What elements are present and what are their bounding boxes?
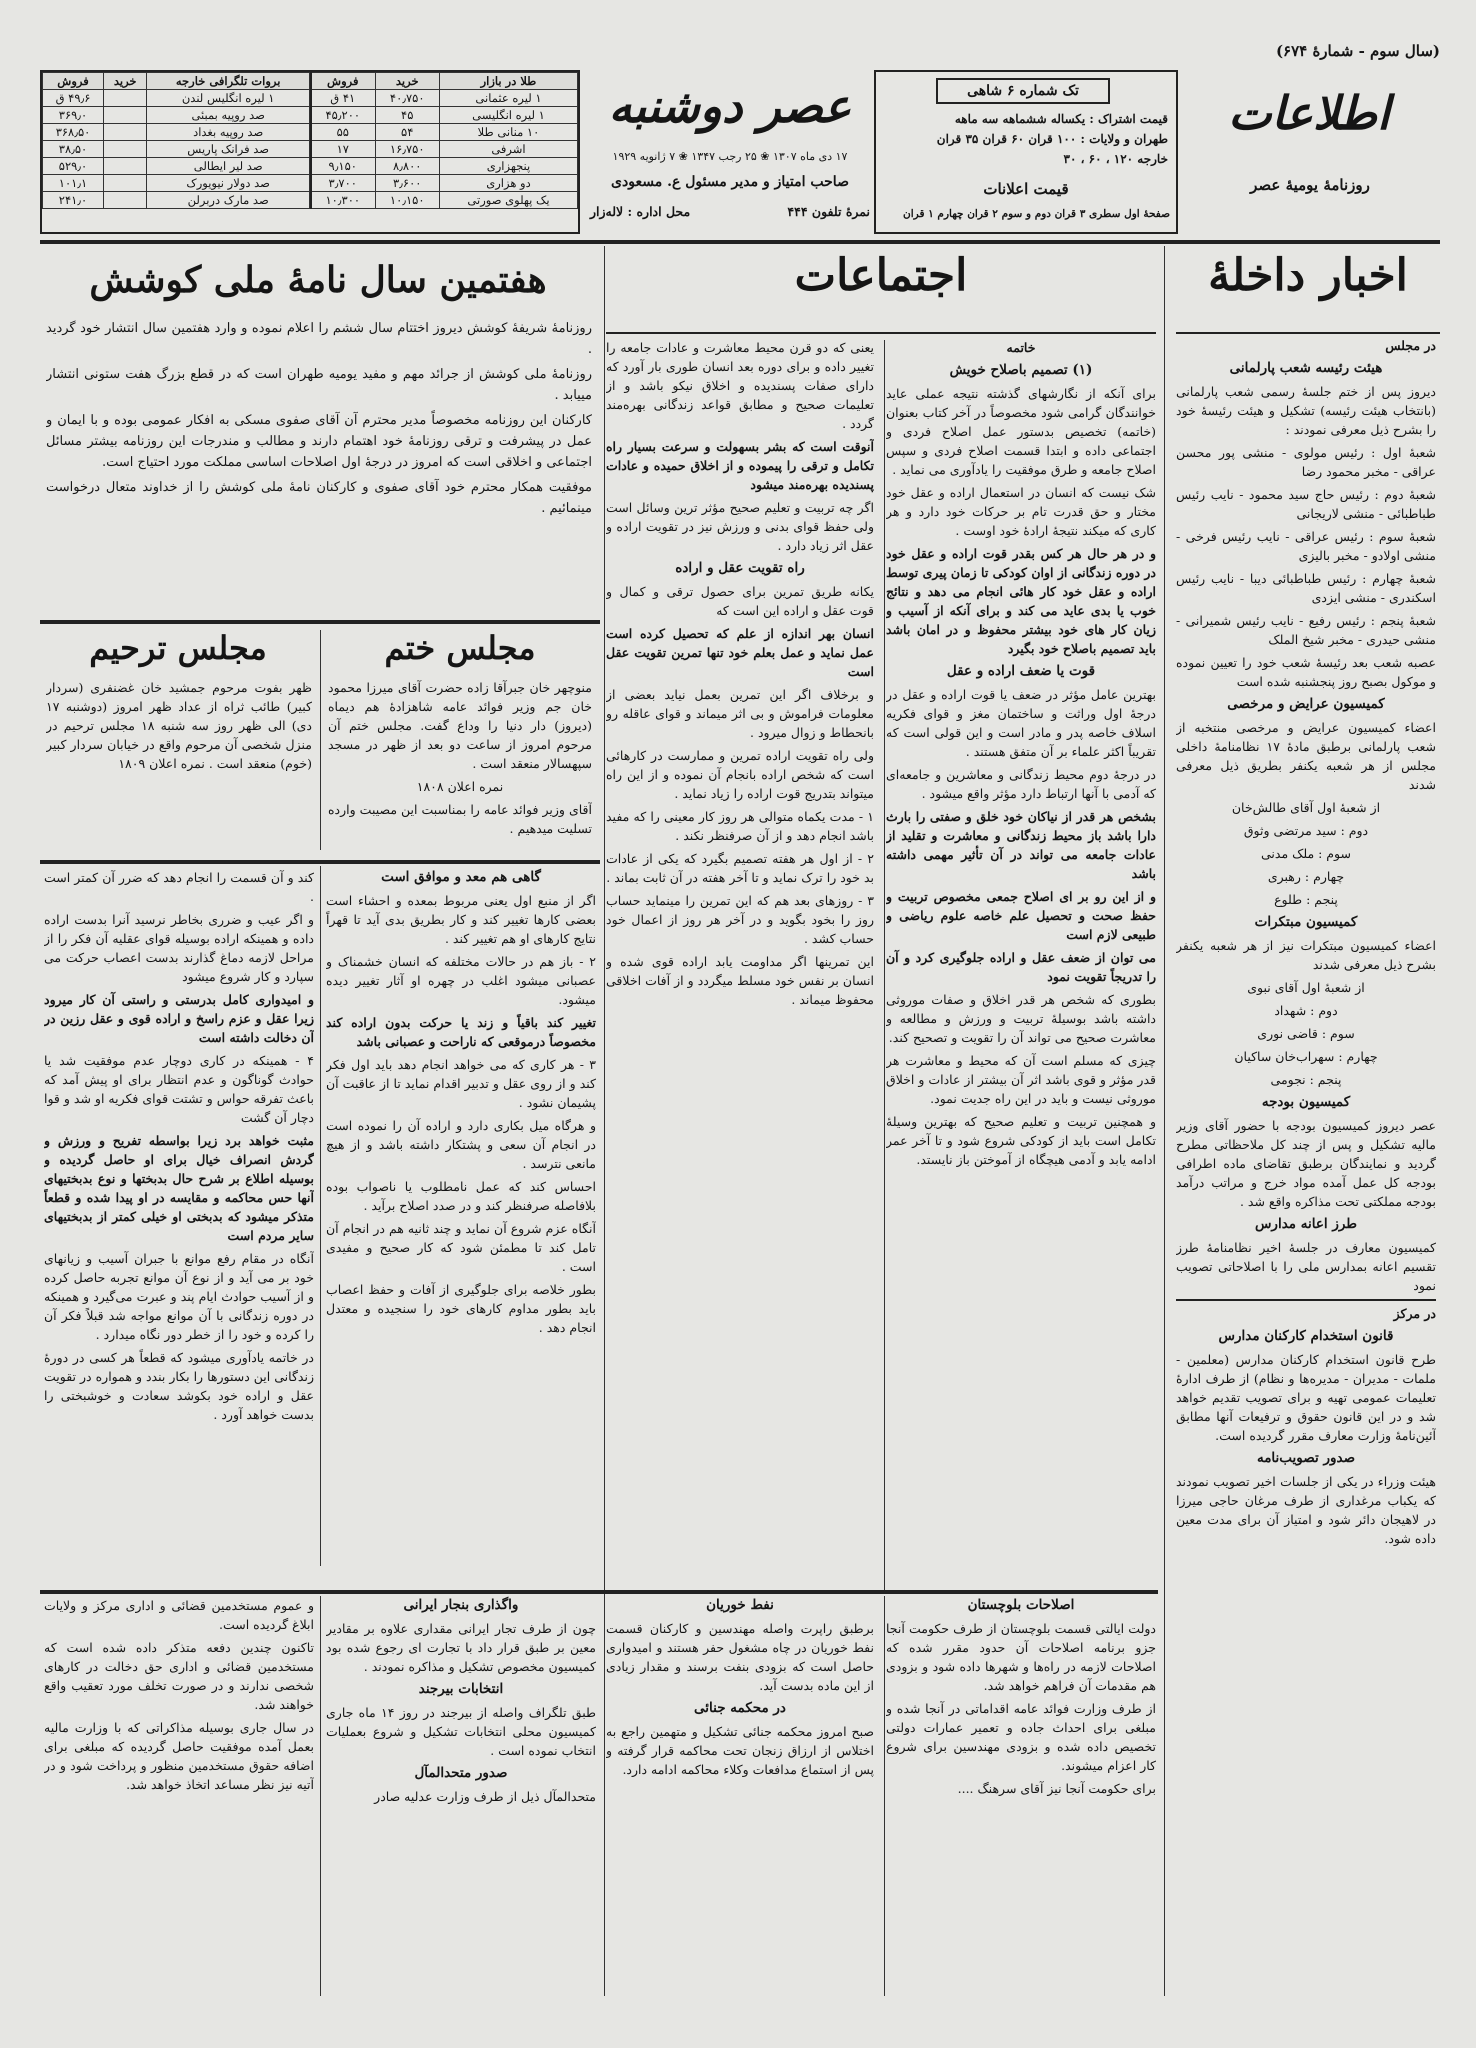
headline-decree: صدور تصویب‌نامه: [1256, 1450, 1356, 1466]
fx-cell: ۲۴۱٫۰: [43, 192, 104, 209]
paragraph: شعبهٔ چهارم : رئیس طباطبائی دیبا - نایب رئیس اسکندری - منشی ایزدی: [1176, 571, 1436, 605]
fx-header: خرید: [104, 73, 147, 90]
section-label: خاتمه: [1006, 340, 1036, 355]
ad-separator: [320, 630, 321, 850]
memorial-ad: [324, 626, 596, 856]
paragraph: برای آنکه از نگارشهای گذشته نتیجه عملی عاید خوانندگان گرامی شود مخصوصاً در آخر کتاب بعنوان (خاتمه) تخصیص بدستور عمل اصلاح فردی و اجتماعی داده و ابتدا قسمت اصلاح فردی و سپس اصلاح جامعه و طرق موفقیت را یادآوری می نماید .: [886, 386, 1156, 477]
bottom-rule-2: [604, 1596, 605, 1996]
paragraph: شعبهٔ اول : رئیس مولوی - منشی پور محسن عراقی - مخبر محمود رضا: [1176, 445, 1436, 479]
headline-initiatives-commission: کمیسیون مبتکرات: [1254, 914, 1358, 930]
member-line: چهارم : رهبری: [1267, 869, 1345, 884]
issue-number: (سال سوم - شمارهٔ ۶۷۴): [1275, 42, 1440, 60]
gold-row: [311, 192, 578, 209]
fx-cell: [104, 141, 147, 158]
memorial-heading: مجلس ختم: [384, 629, 536, 667]
article-column-left: [44, 868, 314, 1568]
gold-cell: ۴۰٫۷۵۰: [375, 90, 439, 107]
paragraph: هیئت وزراء در یکی از جلسات اخیر تصویب نمودند که یکباب مرغداری از طرف مرغان حاجی میرزا در لاهیجان دائر شود و امتیاز آن برای مدت معین داده شود.: [1176, 1474, 1436, 1546]
paragraph: شعبهٔ پنجم : رئیس رفیع - نایب رئیس شمیرانی - منشی حیدری - مخبر شیخ الملک: [1176, 613, 1436, 647]
logo-text: اطلاعات: [1228, 86, 1390, 140]
social-column-right: [886, 338, 1156, 1588]
gold-row: [311, 124, 578, 141]
fx-row: [43, 107, 310, 124]
paragraph: عصر دیروز کمیسیون بودجه با حضور آقای وزیر مالیه تشکیل و پس از چند کل ملاحظاتی مطرح گردید و نمایندگان برطبق تقاضای ماده اطرافی بودجه کل عمل آمده مواد خرج و مراتب درآمد بودجه مملکتی تحت مذاکره واقع شد .: [1176, 1118, 1436, 1209]
gold-cell: دو هزاری: [439, 175, 577, 192]
fx-row: [43, 158, 310, 175]
fx-row: [43, 90, 310, 107]
bold-paragraph: می توان از ضعف عقل و اراده جلوگیری کرد و آن را تدریجاً تقویت نمود: [886, 950, 1156, 984]
fx-cell: [104, 124, 147, 141]
headline-baluchistan: اصلاحات بلوچستان: [967, 1597, 1075, 1613]
paragraph: چیزی که مسلم است آن که محیط و معاشرت هر قدر مؤثر و قوی باشد اثر آن بیشتر از عادات و اخلاق موروثی نیست و باید در این راه جدیت نمود.: [886, 1053, 1156, 1106]
bottom-rule-1: [884, 1596, 885, 1996]
paragraph: و هرگاه میل بکاری دارد و اراده آن را نموده است در انجام آن سعی و پشتکار داشته باشد و از هیچ مانعی نترسد .: [326, 1118, 596, 1171]
fx-cell: ۳۶۸٫۵۰: [43, 124, 104, 141]
fx-cell: صد مارک دربرلن: [147, 192, 310, 209]
paragraph: کند و آن قسمت را انجام دهد که ضرر آن کمتر است .: [44, 870, 314, 904]
fx-cell: [104, 158, 147, 175]
fx-cell: صد دولار نیویورک: [147, 175, 310, 192]
paragraph: کمیسیون معارف در جلسهٔ اخیر نظامنامهٔ طرز تقسیم اعانه بمدارس ملی را با اصلاحاتی تصویب نمود: [1176, 1240, 1436, 1293]
paragraph: طرح قانون استخدام کارکنان مدارس (معلمین - ملمات - مدیران - مدیره‌ها و نظام) از طرف ادارهٔ تعلیمات عمومی تهیه و برای تصویب تقدیم خواهد شد و در این قانون حقوق و ترفیعات آنها مطابق آئین‌نامهٔ وزارت معارف مقرر گردیده است.: [1176, 1352, 1436, 1443]
paragraph: و برخلاف اگر این تمرین بعمل نیاید بعضی از معلومات فراموش و بی اثر میماند و قوای عاقله رو بانحطاط و زوال میرود .: [606, 687, 874, 740]
fx-row: [43, 124, 310, 141]
gold-rates-table: [310, 72, 578, 209]
gold-rates: [310, 72, 578, 209]
masthead-rule: [40, 240, 1440, 244]
bottom-col-2: [606, 1596, 874, 1996]
bold-paragraph: تغییر کند باقیاً و زند یا حرکت بدون اراده کند مخصوصاً درموقعی که ناراحت و عصبانی باشد: [326, 1015, 596, 1049]
fx-row: [43, 141, 310, 158]
office-address: محل اداره : لاله‌زار: [590, 204, 691, 219]
member-line: چهارم : سهراب‌خان ساکیان: [1234, 1049, 1378, 1064]
paragraph: شک نیست که انسان در استعمال اراده و عقل خود مختار و حق قدرت تام بر حرکات خود دارد و هر کاری که میکند نتیجهٔ ارادهٔ خود اوست .: [886, 485, 1156, 538]
paragraph: روزنامهٔ شریفهٔ کوشش دیروز اختتام سال ششم را اعلام نموده و وارد هفتمین سال انتشار خود گردید .: [46, 321, 592, 357]
paragraph: عصبه شعب بعد رئیسهٔ شعب خود را تعیین نموده و موکول بصبح روز پنجشنبه شده است: [1176, 655, 1436, 689]
gold-header: خرید: [375, 73, 439, 90]
exchange-rates: [42, 72, 312, 209]
requiem-ad: [40, 626, 316, 856]
bold-paragraph: و امیدواری کامل بدرستی و راستی آن کار میرود زیرا عقل و عزم راسخ و اراده قوی و عقل رزین در آن دخالت داشته است: [44, 992, 314, 1045]
gold-cell: ۱۷: [311, 141, 376, 158]
bold-paragraph: آنوقت است که بشر بسهولت و سرعت بسیار راه تکامل و ترقی را پیموده و از اخلاق حمیده و عادات پسندیده بهره‌مند میشود: [606, 439, 874, 492]
headline-will-strength: قوت یا ضعف اراده و عقل: [946, 663, 1096, 679]
social-rule: [606, 332, 1156, 334]
kooshesh-heading: هفتمین سال نامهٔ ملی کوشش: [89, 259, 547, 301]
gold-cell: ۸٫۸۰۰: [375, 158, 439, 175]
paragraph: ولی راه تقویت اراده تمرین و ممارست در کارهائی است که شخص اراده بانجام آن نموده و از این راه میتواند بتدریج قوت اراده را زیاد نماید .: [606, 748, 874, 801]
ads-price-text: صفحهٔ اول سطری ۳ قران دوم و سوم ۲ قران چهارم ۱ قران: [903, 208, 1170, 220]
headline-criminal-court: در محکمه جنائی: [694, 1700, 786, 1716]
member-line: دوم : شهداد: [1274, 1003, 1338, 1018]
paragraph: منوچهر خان جبرآقا زاده حضرت آقای میرزا محمود خان جم وزیر فوائد عامه شاهزادهٔ هم دیماه (دیروز) دار دنیا را وداع گفت. مجلس ختم آن مرحوم امروز از ساعت دو بعد از ظهر در مسجد سپهسالار منعقد است .: [328, 680, 592, 771]
gold-cell: یک پهلوی صورتی: [439, 192, 577, 209]
headline-school-aid: طرز اعانه مدارس: [1254, 1216, 1358, 1232]
ads-price-title: قیمت اعلانات: [983, 180, 1069, 198]
fx-cell: صد روپیه بمبئی: [147, 107, 310, 124]
kicker-center: در مرکز: [1176, 1299, 1436, 1323]
paragraph: یعنی که دو قرن محیط معاشرت و عادات جامعه را تغییر داده و برای دوره بعد انسان طوری بار آورد که دارای صفات پسندیده و اخلاق نیکو باشد و از تعلیمات صحیح و مطابق قواعد زندگانی بهره‌مند گردد .: [606, 340, 874, 431]
bold-paragraph: انسان بهر اندازه از علم که تحصیل کرده است عمل نماید و عمل بعلم خود تنها تمرین تقویت عقل است: [606, 626, 874, 679]
gold-cell: ۳٫۶۰۰: [375, 175, 439, 192]
fx-cell: ۳۶۹٫۰: [43, 107, 104, 124]
member-line: پنجم : طلوع: [1274, 892, 1338, 907]
kooshesh-rule: [40, 620, 600, 624]
bold-paragraph: مثبت خواهد برد زیرا بواسطه تفریح و ورزش و گردش انصراف خیال برای او حاصل گردیده و بوسیله اطلاع بر شرح حال بدبختها و نوع بدبختیهای آنها حس محاکمه و مقایسه در او پیدا شده و قطعاً متذکر میشود که بدبختی او خیلی کمتر از بدبختیهای سایر مردم است: [44, 1133, 314, 1243]
paragraph: در سال جاری بوسیله مذاکراتی که با وزارت مالیه بعمل آمده موفقیت حاصل گردیده که مبلغی برای اضافه حقوق مستخدمین منظور و پرداخت شود و در آتیه نیز نظر مساعد اتخاذ خواهد شد.: [44, 1720, 314, 1792]
paragraph: شعبهٔ دوم : رئیس حاج سید محمود - نایب رئیس طباطبائی - منشی لاریجانی: [1176, 487, 1436, 521]
social-column-left: [606, 338, 874, 1588]
paragraph: روزنامهٔ ملی کوشش از جرائد مهم و مفید یومیه طهران است که در قطع بزرگ هفت ستونی انتشار مییابد .: [46, 367, 592, 403]
gold-cell: ۱۰٫۱۵۰: [375, 192, 439, 209]
subscription-tehran: طهران و ولایات : ۱۰۰ قران ۶۰ قران ۳۵ قران: [936, 132, 1168, 146]
paragraph: شعبهٔ سوم : رئیس عراقی - نایب رئیس فرخی - منشی اولادو - مخبر بالیزی: [1176, 529, 1436, 563]
paragraph: ۴ - همینکه در کاری دوچار عدم موفقیت شد یا حوادث گوناگون و عدم انتظار برای او پیش آمد که باعث تفرقه حواس و تشتت قوای فکریه او شد و قوا دچار آن گشت: [44, 1053, 314, 1125]
paragraph: ۱ - مدت یکماه متوالی هر روز کار معینی را که مفید باشد انجام دهد و از آن صرفنظر نکند .: [606, 809, 874, 843]
fx-cell: صد لیر ایطالی: [147, 158, 310, 175]
paragraph: ۲ - از اول هر هفته تصمیم بگیرد که یکی از عادات بد خود را ترک نماید و تا آخر هفته در آن ثابت بماند .: [606, 851, 874, 885]
paragraph: موفقیت همکار محترم خود آقای صفوی و کارکنان نامهٔ ملی کوشش را از خداوند متعال درخواست مینمائیم .: [46, 480, 592, 516]
paragraph: برطبق راپرت واصله مهندسین و کارکنان قسمت نفط خوریان در چاه مشغول حفر هستند و امیدواری حاصل است که بزودی بنفت برسند و مقدار زیادی از این ماده بدست آید.: [606, 1621, 874, 1693]
gold-header: طلا در بازار: [439, 73, 577, 90]
paragraph: یکانه طریق تمرین برای حصول ترقی و کمال و قوت عقل و اراده این است که: [606, 584, 874, 618]
fx-cell: [104, 90, 147, 107]
paragraph: ۲ - باز هم در حالات مختلفه که انسان خشمناک و عصبانی میشود اغلب در چهره او آثار تغییر دیده میشود.: [326, 954, 596, 1007]
gold-row: [311, 175, 578, 192]
fx-cell: صد روپیه بغداد: [147, 124, 310, 141]
paragraph: و اگر عیب و ضرری بخاطر نرسید آنرا بدست اراده داده و همینکه اراده بوسیله قوای عقلیه آن فکر را از مراحل لازمه دماغ گذارند بدست اعصاب حرکت می سپارد و کار شروع میشود: [44, 912, 314, 984]
fx-header: بروات تلگرافی خارجه: [147, 73, 310, 90]
paragraph: چون از طرف تجار ایرانی مقداری علاوه بر مقادیر معین بر طبق قرار داد با تجارت ای رجوع شده بود کمیسیون مخصوص تشکیل و مذاکره نمودند .: [326, 1621, 596, 1674]
gold-cell: ۵۵: [311, 124, 376, 141]
fx-header: فروش: [43, 73, 104, 90]
gold-cell: ۵۴: [375, 124, 439, 141]
headline-khurian-oil: نفط خوریان: [706, 1597, 774, 1613]
fx-row: [43, 175, 310, 192]
gold-cell: ۱ لیره انگلیسی: [439, 107, 577, 124]
headline-petitions-commission: کمیسیون عرایض و مرخصی: [1227, 696, 1385, 712]
paragraph: اگر چه تربیت و تعلیم صحیح مؤثر ترین وسائل است ولی حفظ قوای بدنی و ورزش نیز در تقویت اراده و عقل اثر زیاد دارد .: [606, 500, 874, 553]
bold-paragraph: و در هر حال هر کس بقدر قوت اراده و عقل خود در دوره زندگانی از اوان کودکی تا زمان پیری توسط اراده و عقل خود کار هائی انجام می دهد و نتائج خوب یا بدی عاید می کند و برای آنکه از آسیب و زیان کار های خود بیشتر محفوظ و در امان باشد باید تصمیم باصلاح خود بگیرد: [886, 546, 1156, 656]
date-line: ۱۷ دی ماه ۱۳۰۷ ❀ ۲۵ رجب ۱۳۴۷ ❀ ۷ ژانویه ۱۹۲۹: [612, 150, 848, 163]
market-rates-box: [40, 70, 580, 234]
domestic-rule: [1176, 332, 1440, 334]
single-price: تک شماره ۶ شاهی: [936, 78, 1110, 104]
paragraph: آنگاه در مقام رفع موانع با جبران آسیب و زیانهای خود بر می آید و از نوع آن موانع تجربه حاصل کرده و از آسیب حوادث ایام پند و عبرت می‌گیرد و همینکه در دوره زندگانی با آن موانع مواجه شد قبلاً فکر آن را کرده و خود را از خطر دور نگاه میدارد .: [44, 1251, 314, 1342]
paragraph: آنگاه عزم شروع آن نماید و چند ثانیه هم در انجام آن تامل کند تا مطمئن شود که کار صحیح و مفیدی است .: [326, 1221, 596, 1274]
fx-row: [43, 192, 310, 209]
paragraph: بطور خلاصه برای جلوگیری از آفات و حفظ اعصاب باید بطور مداوم کارهای خود را سنجیده و معتدل انجام دهد .: [326, 1282, 596, 1335]
gold-cell: پنجهزاری: [439, 158, 577, 175]
gold-cell: ۴۱ ق: [311, 90, 376, 107]
phone-number: نمرهٔ تلفون ۴۴۴: [787, 204, 870, 219]
gold-cell: ۱۰ منانی طلا: [439, 124, 577, 141]
gold-row: [311, 90, 578, 107]
requiem-text: [46, 678, 312, 848]
gold-cell: ۴۵: [375, 107, 439, 124]
paragraph: متحدالمآل ذیل از طرف وزارت عدلیه صادر: [374, 1789, 596, 1804]
paragraph: اعضاء کمیسیون عرایض و مرخصی منتخبه از شعب پارلمانی برطبق مادهٔ ۱۷ نظامنامهٔ داخلی مجلس از هر شعبه یکنفر بطریق ذیل معرفی شدند: [1176, 720, 1436, 792]
member-line: سوم : ملک مدنی: [1261, 846, 1351, 861]
member-line: پنجم : نجومی: [1270, 1072, 1342, 1087]
gold-row: [311, 141, 578, 158]
paragraph: صبح امروز محکمه جنائی تشکیل و متهمین راجع به اختلاس از ارزاق زنجان تحت محاکمه قرار گرفته و پس از استماع مدافعات وکلاء محاکمه ادامه دارد.: [606, 1724, 874, 1777]
column-rule-1: [1164, 246, 1165, 1996]
headline-iranian-merchants: واگذاری بنجار ایرانی: [403, 1597, 519, 1613]
paragraph: آقای وزیر فوائد عامه را بمناسبت این مصیبت وارده تسلیت میدهیم .: [328, 802, 592, 836]
domestic-news-column: [1176, 336, 1436, 1976]
paragraph: اعضاء کمیسیون مبتکرات نیز از هر شعبه یکنفر بشرح ذیل معرفی شدند: [1176, 938, 1436, 972]
headline-self-reform: (۱) تصمیم باصلاح خویش: [949, 362, 1093, 378]
publisher-line: صاحب امتیاز و مدیر مسئول ع. مسعودی: [611, 174, 849, 190]
paragraph: کارکنان این روزنامه مخصوصاً مدیر محترم آن آقای صفوی مسکی به افکار عمومی بوده و با ایمان و عمل در پیشرفت و ترقی روزنامهٔ خود اهتمام دارند و مطالب و مندرجات این روزنامه بیشتر مسائل اجتماعی و اخلاقی است که امروز در درجهٔ اول اصلاحات اساسی مملکت مورد احتیاج است.: [46, 413, 592, 470]
headline-budget-commission: کمیسیون بودجه: [1261, 1094, 1351, 1110]
subscription-box: [874, 70, 1178, 234]
bottom-band-rule: [40, 1590, 1158, 1594]
social-inner-rule: [884, 340, 885, 1590]
left-inner-rule: [320, 866, 321, 1566]
ads-rule: [40, 860, 600, 864]
paragraph: دولت ایالتی قسمت بلوچستان از طرف حکومت آنجا جزو برنامه اصلاحات آن حدود مقرر شده که اصلاحات لازمه در راه‌ها و شهرها داده شود و بزودی هم مقدمات آن فراهم خواهد شد.: [886, 1621, 1156, 1693]
paragraph: و همچنین تربیت و تعلیم صحیح که بهترین وسیلهٔ تکامل است باید از کودکی شروع شود و تا آخر عمر ادامه یابد و آدمی هیچگاه از آموختن باز نایستد.: [886, 1114, 1156, 1167]
paragraph: اگر از منبع اول یعنی مربوط بمعده و احشاء است بعضی کارها تغییر کند و کار بطریق بدی آید تا قهراً نتایج کارهای او هم تغییر کند .: [326, 893, 596, 946]
gold-row: [311, 158, 578, 175]
fx-cell: [104, 192, 147, 209]
paragraph: دیروز پس از ختم جلسهٔ رسمی شعب پارلمانی (بانتخاب هیئت رئیسه) تشکیل و هیئت رئیسهٔ خود را بشرح ذیل معرفی نمودند :: [1176, 384, 1436, 437]
gold-cell: اشرفی: [439, 141, 577, 158]
title-box: [590, 70, 870, 230]
paragraph: ظهر بفوت مرحوم جمشید خان غضنفری (سردار کبیر) طائب ثراه از عداد ظهر امروز (دوشنبه ۱۷ دی) الی ظهر روز سه شنبه ۱۸ مجلس ترحیم در منزل شخصی آن مرحوم واقع در خیابان سردار کبیر (خوم) منعقد است . نمره اعلان ۱۸۰۹: [46, 680, 312, 771]
paragraph: ۳ - روزهای بعد هم که این تمرین را مینماید حساب روز را بخود بگوید و در آخر هر روز از اعمال خود حساب کشد .: [606, 893, 874, 946]
ad-number: نمره اعلان ۱۸۰۸: [416, 779, 504, 794]
headline-circular: صدور متحدالمآل: [414, 1765, 508, 1781]
bottom-rule-3: [320, 1596, 321, 1996]
headline-digestion: گاهی هم معد و موافق است: [381, 869, 541, 885]
gold-cell: ۱۶٫۷۵۰: [375, 141, 439, 158]
gold-cell: ۳٫۷۰۰: [311, 175, 376, 192]
paragraph: و عموم مستخدمین قضائی و اداری مرکز و ولایات ابلاغ گردیده است.: [44, 1598, 314, 1632]
kicker-majlis: در مجلس: [1385, 338, 1436, 353]
exchange-rates-table: [42, 72, 310, 209]
paragraph: در خاتمه یادآوری میشود که قطعاً هر کسی در دورهٔ زندگانی این دستورها را بکار بندد و همواره در تقویت عقل و اراده خود بکوشد سعادت و خوشبختی را بدست خواهد آورد .: [44, 1350, 314, 1422]
gold-header: فروش: [311, 73, 376, 90]
paragraph: تاکنون چندین دفعه متذکر داده شده است که مستخدمین قضائی و اداری حق دخالت در کارهای شخصی ندارند و در صورت تخلف مورد تعقیب واقع خواهند شد.: [44, 1640, 314, 1712]
bold-paragraph: بشخص هر قدر از نیاکان خود خلق و صفتی را بارث دارا باشد باز محیط زندگانی و معاشرت و تقلید از عادات جامعه می تواند در آن تأثیر مهمی داشته باشد: [886, 809, 1156, 881]
subscription-title: قیمت اشتراک : یکساله ششماهه سه ماهه: [954, 112, 1168, 126]
member-line: از شعبهٔ اول آقای طالش‌خان: [1231, 800, 1381, 815]
fx-cell: صد فرانک پاریس: [147, 141, 310, 158]
requiem-heading: مجلس ترحیم: [89, 629, 267, 667]
paragraph: در درجهٔ دوم محیط زندگانی و معاشرین و جامعه‌ای که آدمی با آنها ارتباط دارد مؤثر واقع میشود .: [886, 767, 1156, 801]
paragraph: طبق تلگراف واصله از بیرجند در روز ۱۴ ماه جاری کمیسیون محلی انتخابات تشکیل و شروع بعملیات انتخاب نموده است .: [326, 1705, 596, 1758]
headline-parliament-boards: هیئت رئیسه شعب پارلمانی: [1229, 360, 1383, 376]
bold-paragraph: و از این رو بر ای اصلاح جمعی مخصوص تربیت و حفظ صحت و تحصیل علم خاصه علوم ریاضی و طبیعی لازم است: [886, 889, 1156, 942]
gold-cell: ۴۵٫۲۰۰: [311, 107, 376, 124]
member-line: سوم : قاضی نوری: [1257, 1026, 1355, 1041]
headline-school-staff-law: قانون استخدام کارکنان مدارس: [1218, 1328, 1394, 1344]
edition-title: عصر دوشنبه: [608, 79, 852, 133]
article-column-right: [326, 868, 596, 1568]
fx-cell: ۴۹٫۶ ق: [43, 90, 104, 107]
kooshesh-article: [46, 318, 592, 614]
member-line: دوم : سید مرتضی وثوق: [1243, 823, 1369, 838]
fx-cell: ۱۰۱٫۱: [43, 175, 104, 192]
gold-cell: ۹٫۱۵۰: [311, 158, 376, 175]
paragraph: بطوری که شخص هر قدر اخلاق و صفات موروثی داشته باشد بوسیلهٔ تربیت و ورزش و مطالعه و معاشرت صحیح می تواند آن را تقویت و تصحیح کند.: [886, 992, 1156, 1045]
headline-strengthening: راه تقویت عقل و اراده: [675, 560, 805, 576]
headline-birjand-elections: انتخابات بیرجند: [418, 1681, 504, 1697]
social-heading: اجتماعات: [794, 250, 968, 301]
fx-cell: ۳۸٫۵۰: [43, 141, 104, 158]
fx-cell: ۱ لیره انگلیس لندن: [147, 90, 310, 107]
newspaper-logo: [1184, 68, 1434, 158]
paragraph: برای حکومت آنجا نیز آقای سرهنگ ....: [957, 1781, 1156, 1796]
paragraph: این تمرینها اگر مداومت یابد اراده قوی شده و انسان بر نفس خود مسلط میگردد و از آفات اخلاقی محفوظ میماند .: [606, 954, 874, 1007]
fx-cell: [104, 175, 147, 192]
paragraph: احساس کند که عمل نامطلوب یا ناصواب بوده بلافاصله صرفنظر کند و در صدد اصلاح برآید .: [326, 1179, 596, 1213]
memorial-text: [328, 678, 592, 848]
gold-cell: ۱۰٫۳۰۰: [311, 192, 376, 209]
paragraph: بهترین عامل مؤثر در ضعف یا قوت اراده و عقل در درجهٔ اول وراثت و ساختمان مغز و قوای فکریه اسلاف خاصه پدر و مادر است و این قولی است که تقریباً اکثر علماء بر آن متفق هستند .: [886, 687, 1156, 759]
gold-cell: ۱ لیره عثمانی: [439, 90, 577, 107]
domestic-news-heading: اخبار داخلهٔ: [1208, 250, 1408, 301]
fx-cell: [104, 107, 147, 124]
newspaper-page: [40, 40, 1440, 2000]
bottom-col-1: [886, 1596, 1156, 1996]
gold-row: [311, 107, 578, 124]
paragraph: از طرف وزارت فوائد عامه اقداماتی در آنجا شده و مبلغی برای احداث جاده و تعمیر عمارات دولتی تخصیص داده شده و بزودی مهندسین برای شروع کار اعزام میشوند.: [886, 1701, 1156, 1773]
fx-cell: ۵۲۹٫۰: [43, 158, 104, 175]
newspaper-subtitle: روزنامهٔ یومیهٔ عصر: [1250, 176, 1370, 194]
bottom-col-3: [326, 1596, 596, 1996]
member-line: از شعبهٔ اول آقای نبوی: [1247, 980, 1365, 995]
subscription-abroad: خارجه ۱۲۰ ، ۶۰ ، ۳۰: [1063, 152, 1168, 166]
bottom-col-4: [44, 1596, 314, 1996]
paragraph: ۳ - هر کاری که می خواهد انجام دهد باید اول فکر کند و از روی عقل و تدبیر اقدام نماید تا از عاقبت آن پشیمان نشود .: [326, 1057, 596, 1110]
